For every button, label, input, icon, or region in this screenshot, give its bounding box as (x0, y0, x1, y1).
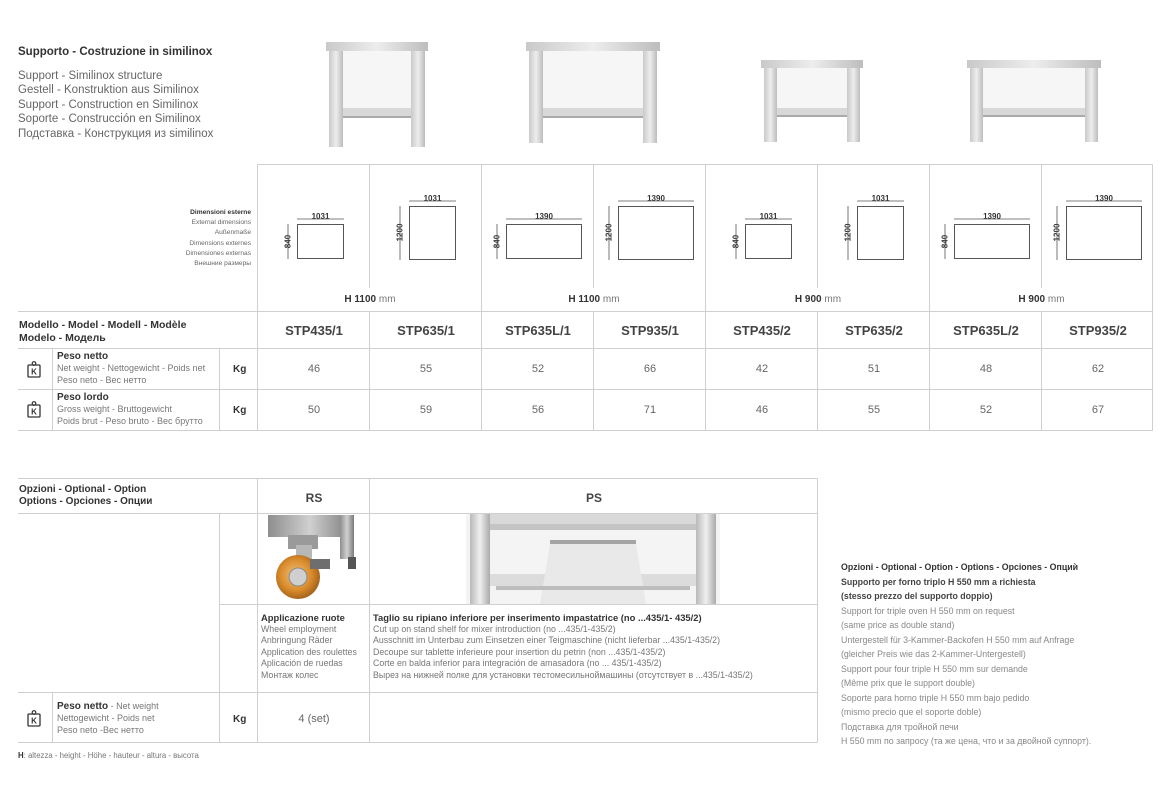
ps-description (373, 612, 753, 682)
footnote (18, 751, 199, 760)
rs-weight-value: 4 (set) (298, 713, 330, 725)
option-net-weight-title-row (57, 701, 159, 713)
weight-kg-icon (27, 361, 41, 378)
gross-weight-value: 71 (643, 404, 657, 416)
height-unit: mm (378, 294, 396, 305)
dimension-width-label: 1031 (759, 212, 778, 221)
triple-oven-note-line: Подставка для тройной печи (841, 721, 959, 732)
gross-weight-value: 50 (307, 404, 321, 416)
title-line: Gestell - Konstruktion aus Similinox (18, 84, 199, 97)
rs-description-title: Applicazione ruote (261, 612, 345, 623)
gross-weight-value: 55 (867, 404, 881, 416)
rs-description (261, 612, 357, 682)
dimension-width-label: 1390 (983, 212, 1001, 221)
triple-oven-note-line: (mismo precio que el soporte doble) (841, 707, 982, 717)
model-name: STP635L/2 (953, 323, 1019, 338)
gross-weight-value: 46 (755, 404, 769, 416)
option-net-weight-suffix: - Net weight (108, 701, 159, 711)
footnote-key: H (18, 751, 24, 760)
model-name: STP635L/1 (505, 323, 571, 338)
model-name: STP435/2 (733, 323, 791, 338)
height-label (930, 294, 1153, 305)
height-value: H 900 (1018, 294, 1046, 305)
svg-text:K: K (31, 367, 37, 377)
gross-weight-value: 52 (979, 404, 993, 416)
height-value: H 1100 (344, 294, 377, 305)
model-label-line: Modello - Model - Modell - Modèle (19, 319, 187, 331)
ps-description-line: Cut up on stand shelf for mixer introduction (no ...435/1-435/2) (373, 623, 616, 634)
gross-weight-value: 59 (419, 404, 433, 416)
dimension-width-label: 1390 (535, 212, 553, 221)
model-row-label (19, 319, 186, 345)
net-weight-line: Peso neto - Вес нетто (57, 374, 147, 385)
option-net-weight-title: Peso netto (57, 701, 109, 712)
weight-kg-icon (27, 710, 41, 727)
gross-weight-line: Gross weight - Bruttogewicht (57, 403, 173, 414)
height-label (706, 294, 930, 305)
height-value: H 900 (794, 294, 822, 305)
weight-kg-icon (27, 401, 41, 418)
gross-weight-title: Peso lordo (57, 392, 109, 403)
triple-oven-note-line: Untergestell für 3-Kammer-Backofen H 550 mm auf Anfrage (841, 634, 1075, 645)
model-label-line: Modelo - Модель (19, 332, 106, 344)
option-net-weight-label (57, 701, 159, 736)
dimension-height-label: 840 (731, 234, 741, 248)
net-weight-value: 51 (867, 363, 881, 375)
gross-weight-value: 67 (1091, 404, 1105, 416)
model-name: STP935/2 (1069, 323, 1127, 338)
wheel-photo (260, 515, 366, 603)
dimension-height-label: 1200 (395, 223, 405, 242)
dimensions-label-line: Dimensions externes (189, 239, 251, 247)
dimension-height-label: 1200 (604, 223, 614, 242)
net-weight-label (57, 351, 205, 386)
net-weight-value: 46 (307, 363, 321, 375)
triple-oven-note-line: (same price as double stand) (841, 620, 955, 630)
triple-oven-note-line: (Même prix que le support double) (841, 678, 975, 688)
model-name: STP935/1 (621, 323, 679, 338)
dimensions-label (110, 208, 251, 269)
dimensions-label-line: External dimensions (191, 219, 251, 227)
dimensions-label-title: Dimensioni esterne (190, 209, 251, 216)
height-label (482, 294, 706, 305)
option-net-weight-line: Nettogewicht - Poids net (57, 712, 155, 723)
height-unit: mm (602, 294, 620, 305)
title-line: Подставка - Конструкция из similinox (18, 127, 214, 140)
net-weight-value: 62 (1091, 363, 1105, 375)
dimensions-label-line: Dimensiones externas (185, 249, 251, 257)
dimension-lines (287, 218, 346, 261)
option-ps-header: PS (585, 491, 602, 505)
ps-description-line: Decoupe sur tablette inferieure pour insertion du petrin (non ...435/1-435/2) (373, 646, 666, 657)
svg-text:K: K (31, 407, 37, 417)
dimensions-label-line: Внешние размеры (194, 260, 251, 268)
rs-description-line: Монтаж колес (261, 669, 319, 680)
dimension-width-label: 1031 (871, 194, 890, 203)
model-name: STP635/1 (397, 323, 455, 338)
title-line: Soporte - Construcción en Similinox (18, 113, 201, 126)
net-weight-value: 48 (979, 363, 993, 375)
options-label (19, 484, 152, 508)
dimension-height-label: 840 (492, 234, 502, 248)
options-label-line: Options - Opciones - Опции (19, 496, 153, 507)
net-weight-unit: Kg (233, 364, 247, 375)
net-weight-title: Peso netto (57, 351, 109, 362)
net-weight-value: 55 (419, 363, 433, 375)
dimension-width-label: 1031 (423, 194, 442, 203)
dimension-width-label: 1031 (311, 212, 330, 221)
dimension-height-label: 840 (283, 234, 293, 248)
footnote-text: : altezza - height - Höhe - hauteur - altura - высота (23, 751, 199, 760)
title-line: Support - Similinox structure (18, 70, 163, 82)
triple-oven-note-subtitle: (stesso prezzo del supporto doppio) (841, 591, 993, 601)
title-line: Support - Construction en Similinox (18, 98, 199, 111)
triple-oven-note-line: (gleicher Preis wie das 2-Kammer-Untergestell) (841, 649, 1026, 659)
dimension-width-label: 1390 (647, 194, 665, 203)
page-title: Supporto - Costruzione in similinox (18, 46, 213, 58)
dimension-lines (735, 218, 794, 261)
rs-description-line: Wheel employment (261, 623, 337, 634)
height-unit: mm (1047, 294, 1065, 305)
option-net-weight-line: Peso neto -Вес нетто (57, 724, 144, 735)
height-label (258, 294, 482, 305)
dimension-lines (496, 218, 584, 261)
triple-oven-note-line: H 550 mm по запросу (та же цена, что и за двойной суппорт). (841, 736, 1092, 746)
triple-oven-note-line: Support for triple oven H 550 mm on request (841, 605, 1015, 616)
gross-weight-label (57, 392, 203, 427)
dimension-lines (399, 200, 458, 262)
ps-description-line: Ausschnitt im Unterbau zum Einsetzen einer Teigmaschine (nicht lieferbar ...435/1-435/2) (373, 635, 720, 646)
options-label-line: Opzioni - Optional - Option (19, 484, 147, 495)
option-rs-header: RS (305, 491, 323, 505)
dimension-lines (944, 218, 1032, 261)
dimension-lines (1056, 200, 1144, 262)
rs-description-line: Application des roulettes (261, 646, 357, 657)
gross-weight-value: 56 (531, 404, 545, 416)
net-weight-value: 42 (755, 363, 769, 375)
net-weight-value: 52 (531, 363, 545, 375)
svg-text:K: K (31, 716, 37, 726)
rs-description-line: Aplicación de ruedas (261, 658, 343, 669)
dimension-height-label: 1200 (1052, 223, 1062, 242)
triple-oven-note-line: Soporte para horno triple H 550 mm bajo pedido (841, 692, 1030, 703)
ps-description-title: Taglio su ripiano inferiore per inserimento impastatrice (no ...435/1- 435/2) (373, 612, 702, 623)
model-name: STP635/2 (845, 323, 903, 338)
gross-weight-unit: Kg (233, 405, 247, 416)
ps-description-line: Corte en balda inferior para integración de amasadora (no ... 435/1-435/2) (373, 658, 662, 669)
shelf-cutout-photo (466, 514, 720, 604)
dimension-lines (847, 200, 906, 262)
net-weight-line: Net weight - Nettogewicht - Poids net (57, 362, 206, 373)
option-net-weight-unit: Kg (233, 714, 247, 725)
triple-oven-note (841, 560, 1161, 749)
triple-oven-note-title: Opzioni - Optional - Option - Options - Opciones - Опциѝ (841, 562, 1079, 572)
model-name: STP435/1 (285, 323, 343, 338)
dimension-height-label: 840 (940, 234, 950, 248)
dimensions-label-line: Außenmaße (214, 229, 251, 237)
dimension-lines (608, 200, 696, 262)
triple-oven-note-line: Support pour four triple H 550 mm sur demande (841, 663, 1028, 674)
ps-description-line: Вырез на нижней полке для установки тестомесильноймашины (отсутствует в ...435/1-435/2) (373, 669, 753, 680)
dimension-height-label: 1200 (843, 223, 853, 242)
rs-description-line: Anbringung Räder (261, 635, 333, 646)
height-unit: mm (824, 294, 842, 305)
gross-weight-line: Poids brut - Peso bruto - Вес брутто (57, 415, 203, 426)
triple-oven-note-subtitle: Supporto per forno triplo H 550 mm a richiesta (841, 576, 1036, 587)
height-value: H 1100 (568, 294, 601, 305)
net-weight-value: 66 (643, 363, 657, 375)
dimension-width-label: 1390 (1095, 194, 1113, 203)
